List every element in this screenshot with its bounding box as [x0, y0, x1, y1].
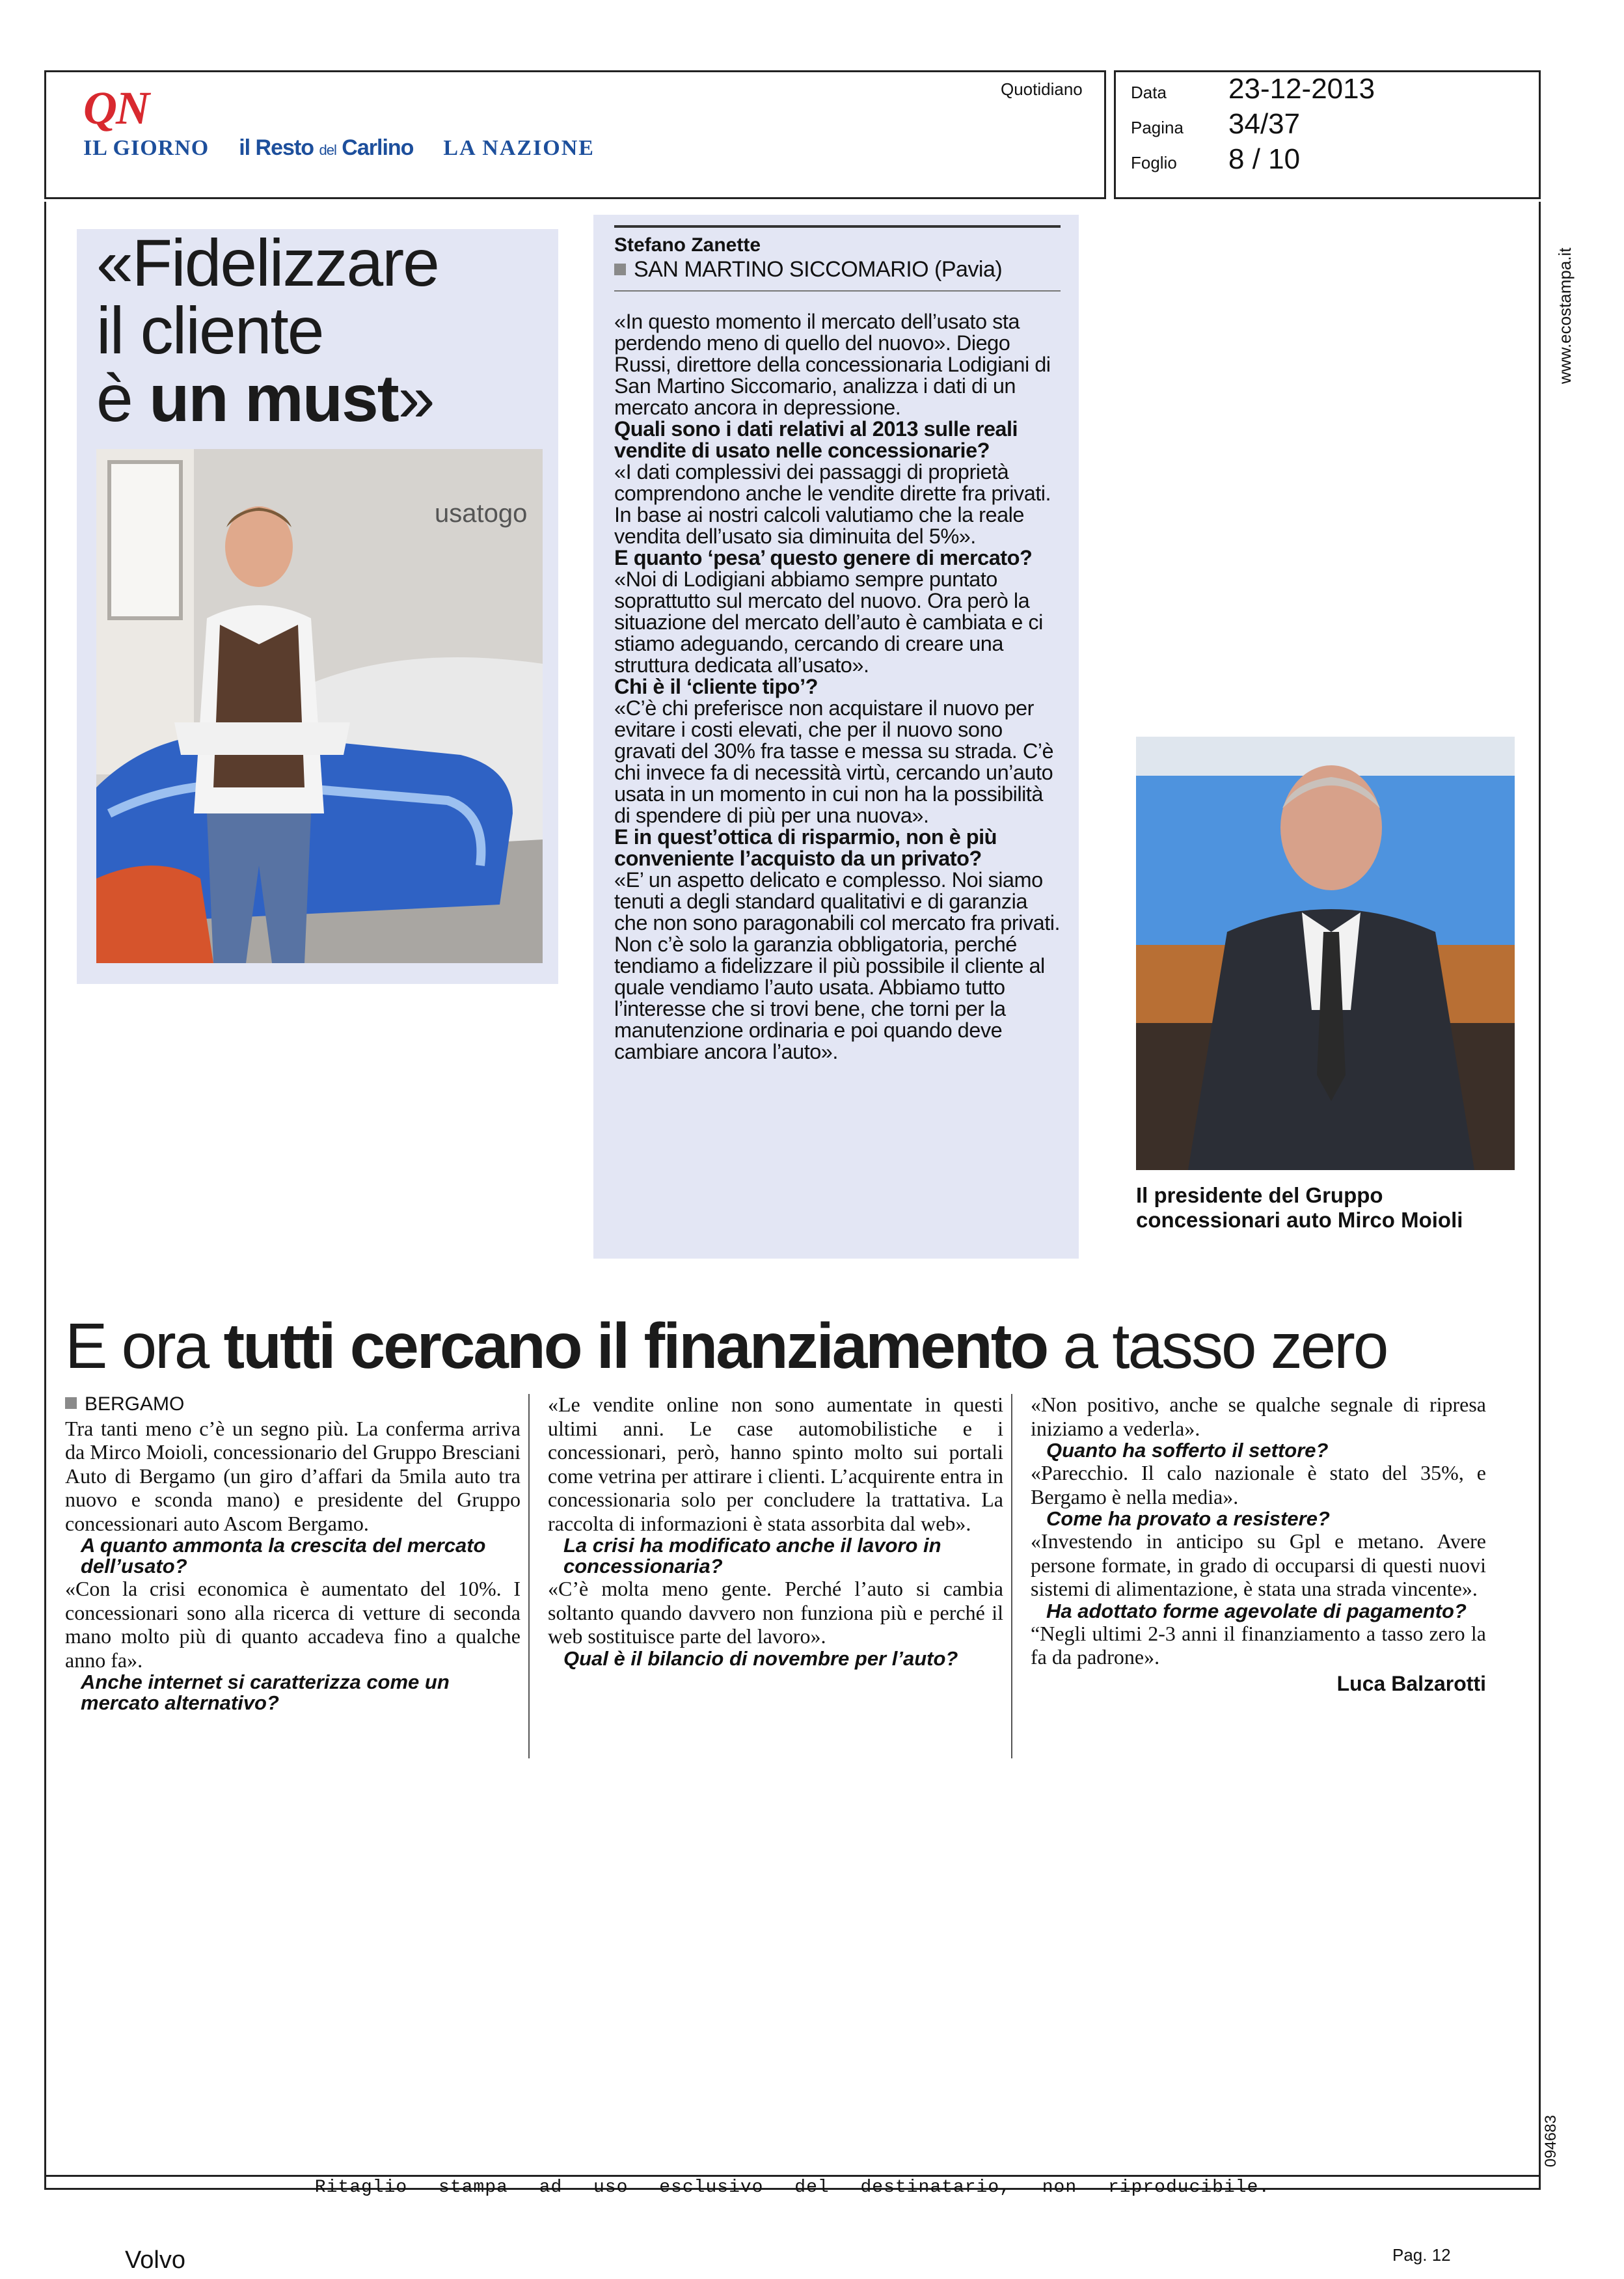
answer-paragraph: «Investendo in anticipo su Gpl e metano. Avere persone formate, in grado di occuparsi di questi nuovi sistemi di alimentazione, è stata una strada vincente». [1031, 1529, 1486, 1600]
logo-il-giorno: IL GIORNO [83, 136, 210, 160]
photo-illustration [96, 449, 543, 963]
masthead-box [44, 70, 1106, 199]
answer-paragraph: «E’ un aspetto delicato e complesso. Noi siamo tenuti a degli standard qualitativi e di garanzia che non sono paragonabili col mercato fra privati. Non c’è solo la garanzia obbligatoria, perché tendiamo a fidelizzare il più possibile il cliente al quale vendiamo l’auto usata. Abbiamo tutto l’interesse che si trovi bene, che torni per la manutenzione ordinaria e poi quando deve cambiare ancora l’auto». [614, 868, 1060, 1063]
answer-paragraph: «Noi di Lodigiani abbiamo sempre puntato soprattutto sul mercato del nuovo. Ora però la situazione del mercato dell’auto è cambiata e ci stiamo adeguando, cercando di creare una struttura dedicata all’usato». [614, 567, 1043, 677]
interview-title: «Fidelizzare il cliente è un must» [96, 226, 439, 435]
answer-paragraph: Tra tanti meno c’è un segno più. La conferma arriva da Mirco Moioli, concessionario del Gruppo Bresciani Auto di Bergamo (un giro d’affari da 5mila auto tra nuovo e sconda mano) e presidente del Gruppo concessionari auto Ascom Bergamo. [65, 1416, 521, 1535]
photo-caption: Il presidente del Gruppo concessionari auto Mirco Moioli [1136, 1183, 1463, 1232]
data-value: 23-12-2013 [1228, 73, 1375, 105]
footer-brand: Volvo [125, 2246, 185, 2274]
answer-paragraph: «Parecchio. Il calo nazionale è stato del 35%, e Bergamo è nella media». [1031, 1461, 1486, 1508]
article-signature: Luca Balzarotti [1336, 1671, 1486, 1695]
notice-rule [44, 2175, 1541, 2177]
meta-pagina-row [1131, 108, 1300, 141]
meta-foglio-row [1131, 143, 1300, 176]
foglio-label: Foglio [1131, 153, 1177, 172]
article-headline: E ora tutti cercano il finanziamento a tasso zero [65, 1310, 1387, 1382]
answer-paragraph: «Le vendite online non sono aumentate in questi ultimi anni. Le case automobilistiche e i concessionari, però, hanno spinto molto sui portali come vetrina per attirare i clienti. L’acquirente entra in concessionaria solo per concludere la trattativa. La raccolta di informazioni è stata assorbita dal web». [548, 1393, 1003, 1535]
question: A quanto ammonta la crescita del mercato dell’usato? [81, 1534, 486, 1577]
question: Quali sono i dati relativi al 2013 sulle reali vendite di usato nelle concessionarie? [614, 417, 1018, 462]
location-square-icon [614, 264, 626, 275]
qn-logo: QN [83, 82, 148, 134]
footer-page-number: Pag. 12 [1392, 2245, 1451, 2265]
photo-mirco-moioli [1136, 737, 1515, 1170]
interview-top-rule [614, 225, 1061, 228]
logo-resto-del-carlino: il Resto del Carlino [239, 135, 414, 160]
side-code: 094683 [1542, 2115, 1560, 2168]
question: Quanto ha sofferto il settore? [1046, 1439, 1329, 1462]
interview-location-rule [614, 290, 1061, 292]
reproduction-notice: Ritaglio stampa ad uso esclusivo del destinatario, non riproducibile. [314, 2177, 1271, 2198]
answer-paragraph: «Con la crisi economica è aumentato del 10%. I concessionari sono alla ricerca di vetture di seconda mano molto più di quanto accadeva fino a qualche anno fa». [65, 1577, 521, 1672]
question: Anche internet si caratterizza come un mercato alternativo? [81, 1671, 450, 1714]
article-column-3 [1031, 1393, 1486, 1695]
publication-type: Quotidiano [1001, 79, 1083, 99]
interview-location: SAN MARTINO SICCOMARIO (Pavia) [614, 257, 1002, 282]
question: Come ha provato a resistere? [1046, 1507, 1330, 1530]
article-column-2 [548, 1393, 1003, 1669]
pagina-value: 34/37 [1228, 108, 1301, 140]
meta-data-row [1131, 73, 1375, 105]
answer-paragraph: «C’è chi preferisce non acquistare il nuovo per evitare i costi elevati, che per il nuovo sono gravati del 30% fra tasse e messa su strada. C’è chi invece fa di necessità virtù, cercando un’auto usata in un momento in cui non ha la possibilità di spendere di più per una nuova». [614, 696, 1054, 827]
answer-paragraph: «I dati complessivi dei passaggi di proprietà comprendono anche le vendite dirette fra privati. In base ai nostri calcoli valutiamo che la reale vendita dell’usato sia diminuita del 5%». [614, 460, 1051, 548]
question: Chi è il ‘cliente tipo’? [614, 675, 819, 698]
photo-sign-text: usatogo [435, 499, 528, 528]
photo-diego-russi [96, 449, 543, 963]
pagina-label: Pagina [1131, 118, 1184, 137]
answer-paragraph: “Negli ultimi 2-3 anni il finanziamento a tasso zero la fa da padrone». [1031, 1621, 1486, 1669]
column-separator-2 [1011, 1394, 1012, 1758]
location-square-icon-2 [65, 1397, 77, 1409]
newspaper-logos [83, 135, 595, 161]
photo-illustration-2 [1136, 737, 1515, 1170]
foglio-value: 8 / 10 [1228, 143, 1301, 175]
question: Qual è il bilancio di novembre per l’auto? [563, 1646, 958, 1670]
data-label: Data [1131, 83, 1167, 102]
question: E quanto ‘pesa’ questo genere di mercato? [614, 546, 1033, 569]
answer-paragraph: «C’è molta meno gente. Perché l’auto si cambia soltanto quando davvero non funziona più e perché il web sostituisce parte del lavoro». [548, 1577, 1003, 1648]
answer-paragraph: «In questo momento il mercato dell’usato sta perdendo meno di quello del nuovo». Diego Russi, direttore della concessionaria Lodigiani di San Martino Siccomario, analizza i dati di un mercato ancora in depressione. [614, 310, 1051, 419]
column-separator-1 [528, 1394, 530, 1758]
question: Ha adottato forme agevolate di pagamento? [1046, 1599, 1467, 1622]
logo-la-nazione: LA NAZIONE [443, 136, 595, 160]
article-location: BERGAMO [65, 1393, 521, 1417]
article-column-1 [65, 1393, 521, 1713]
interview-byline: Stefano Zanette [614, 234, 761, 256]
answer-paragraph: «Non positivo, anche se qualche segnale di ripresa iniziamo a vederla». [1031, 1393, 1486, 1440]
side-url: www.ecostampa.it [1555, 247, 1575, 384]
interview-body [614, 311, 1063, 1063]
question: E in quest’ottica di risparmio, non è più conveniente l’acquisto da un privato? [614, 825, 997, 870]
question: La crisi ha modificato anche il lavoro in concessionaria? [563, 1534, 941, 1577]
